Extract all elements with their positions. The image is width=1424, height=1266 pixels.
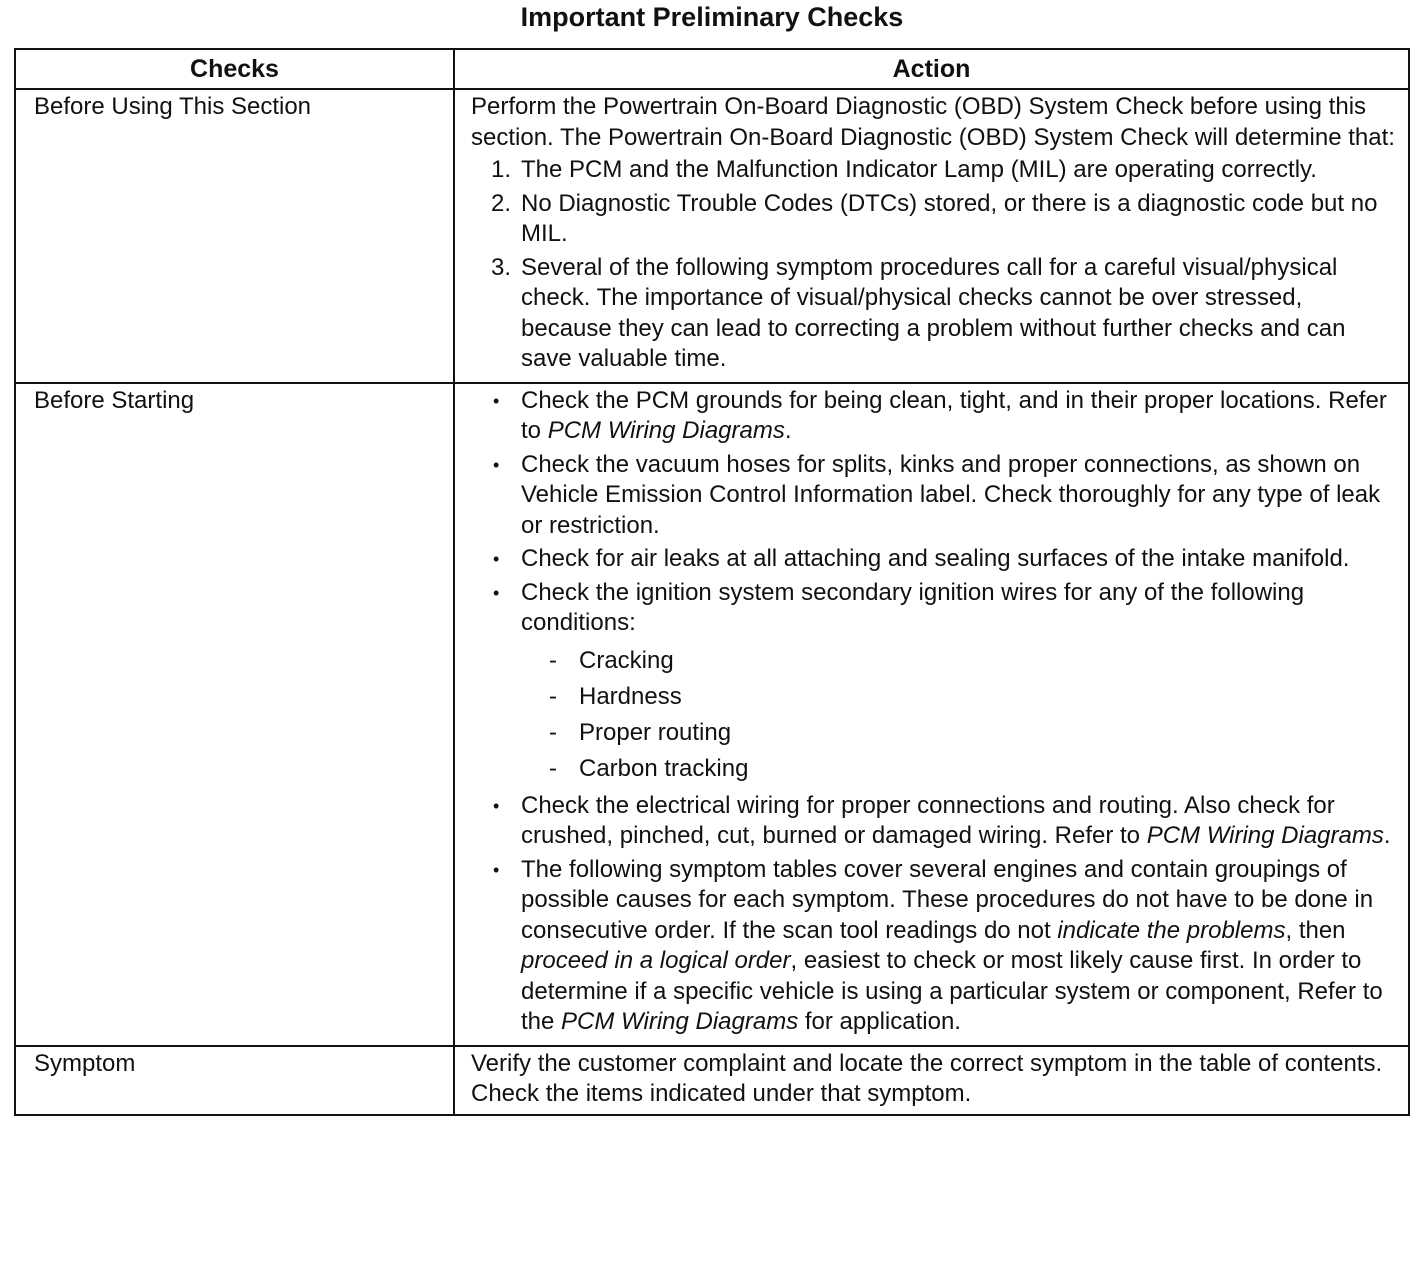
action-cell bbox=[454, 89, 1409, 383]
page-title: Important Preliminary Checks bbox=[520, 2, 904, 32]
table-header-row bbox=[15, 49, 1409, 89]
condition-list bbox=[521, 643, 1398, 787]
condition-item bbox=[521, 643, 1398, 679]
check-name: Before Starting bbox=[15, 383, 454, 1046]
item-number: 1. bbox=[491, 156, 512, 183]
item-text: The PCM and the Malfunction Indicator Lamp (MIL) are operating correctly. bbox=[521, 156, 1317, 183]
item-text: The following symptom tables cover several engines and contain groupings of possible causes for each symptom. These procedures do not have to be done in consecutive order. If the scan tool readings do not bbox=[521, 855, 1374, 944]
checks-column-header: Checks bbox=[15, 49, 454, 89]
condition-text: Hardness bbox=[579, 682, 682, 710]
action-column-header: Action bbox=[454, 49, 1409, 89]
condition-text: Proper routing bbox=[579, 718, 732, 746]
reference-link-text: PCM Wiring Diagrams bbox=[561, 1008, 799, 1035]
list-item bbox=[471, 544, 1398, 575]
numbered-list bbox=[471, 155, 1398, 375]
table-row bbox=[15, 383, 1409, 1046]
item-text-end: . bbox=[784, 417, 792, 444]
check-name: Symptom bbox=[15, 1046, 454, 1115]
table-row bbox=[15, 1046, 1409, 1115]
check-name: Before Using This Section bbox=[15, 89, 454, 383]
item-text: Check the ignition system secondary ignition wires for any of the following conditions: bbox=[521, 578, 1305, 636]
list-item bbox=[471, 155, 1398, 186]
condition-item bbox=[521, 679, 1398, 715]
bullet-icon: • bbox=[493, 795, 500, 816]
dash-icon: - bbox=[549, 646, 557, 674]
list-item bbox=[471, 855, 1398, 1038]
preliminary-checks-table bbox=[14, 48, 1410, 1116]
table-row bbox=[15, 89, 1409, 383]
list-item bbox=[471, 189, 1398, 250]
bullet-icon: • bbox=[493, 859, 500, 880]
item-text-end: for application. bbox=[798, 1008, 961, 1035]
list-item bbox=[471, 450, 1398, 542]
item-text-italic: proceed in a logical order bbox=[521, 947, 791, 974]
item-text: Several of the following symptom procedures call for a careful visual/physical check. The importance of visual/physical checks cannot be over stressed, because they can lead to correcting a problem without further checks and can save valuable time. bbox=[521, 253, 1346, 372]
bullet-icon: • bbox=[493, 582, 500, 603]
bullet-icon: • bbox=[493, 454, 500, 475]
reference-link-text: PCM Wiring Diagrams bbox=[1146, 822, 1384, 849]
dash-icon: - bbox=[549, 754, 557, 782]
item-text: Check for air leaks at all attaching and sealing surfaces of the intake manifold. bbox=[521, 545, 1350, 572]
action-cell: Verify the customer complaint and locate the correct symptom in the table of contents. Check the items indicated under that symptom. bbox=[454, 1046, 1409, 1115]
list-item bbox=[471, 253, 1398, 375]
reference-link-text: PCM Wiring Diagrams bbox=[547, 417, 785, 444]
list-item bbox=[471, 791, 1398, 852]
item-number: 3. bbox=[491, 253, 512, 281]
list-item bbox=[471, 386, 1398, 447]
condition-text: Carbon tracking bbox=[579, 754, 749, 782]
bullet-icon: • bbox=[493, 390, 500, 411]
action-intro: Perform the Powertrain On-Board Diagnostic (OBD) System Check before using this section. The Powertrain On-Board Diagnostic (OBD) System Check will determine that: bbox=[471, 93, 1395, 151]
condition-item bbox=[521, 751, 1398, 787]
item-text: , easiest to check or most likely cause first. In order to determine if a specific vehicle is using a particular system or component, Refer to the bbox=[521, 947, 1383, 1035]
action-cell bbox=[454, 383, 1409, 1046]
item-text: Check the PCM grounds for being clean, tight, and in their proper locations. Refer to bbox=[521, 386, 1387, 444]
condition-item bbox=[521, 715, 1398, 751]
item-text-italic: indicate the problems bbox=[1057, 916, 1286, 944]
dash-icon: - bbox=[549, 718, 557, 746]
bullet-icon: • bbox=[493, 549, 500, 569]
bullet-list bbox=[471, 386, 1398, 1038]
item-text-end: . bbox=[1383, 822, 1391, 849]
item-text: Check the vacuum hoses for splits, kinks and proper connections, as shown on Vehicle Emission Control Information label. Check thoroughly for any type of leak or restriction. bbox=[521, 450, 1381, 539]
item-text: Check the electrical wiring for proper connections and routing. Also check for crushed, pinched, cut, burned or damaged wiring. Refer to bbox=[521, 791, 1335, 849]
item-number: 2. bbox=[491, 189, 512, 217]
item-text: No Diagnostic Trouble Codes (DTCs) stored, or there is a diagnostic code but no MIL. bbox=[521, 189, 1378, 247]
dash-icon: - bbox=[549, 682, 557, 710]
list-item bbox=[471, 578, 1398, 787]
condition-text: Cracking bbox=[579, 646, 674, 674]
item-text: , then bbox=[1285, 916, 1346, 944]
